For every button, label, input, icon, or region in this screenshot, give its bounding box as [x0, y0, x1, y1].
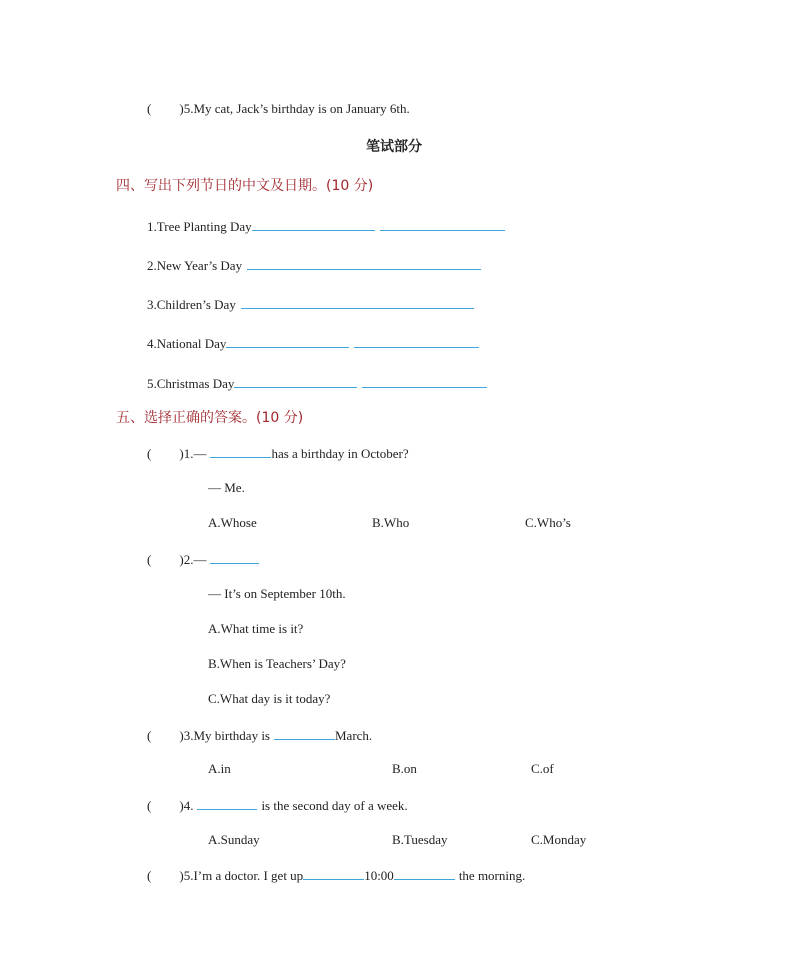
- festival-name: 4.National Day: [147, 336, 227, 351]
- question-text: is the second day of a week.: [261, 798, 408, 813]
- answer-blank[interactable]: [241, 296, 474, 309]
- question-item: [147, 867, 525, 884]
- answer-blank[interactable]: [226, 335, 349, 348]
- question-prefix: 4.: [183, 798, 194, 813]
- festival-name: 5.Christmas Day: [147, 376, 235, 391]
- answer-blank[interactable]: [210, 445, 271, 458]
- dialogue-answer: — Me.: [208, 480, 245, 495]
- question-prefix: 2.—: [183, 552, 207, 567]
- answer-blank[interactable]: [234, 375, 357, 388]
- answer-blank[interactable]: [210, 551, 259, 564]
- question-suffix: the morning.: [458, 868, 526, 883]
- option-b: B.on: [392, 761, 417, 776]
- question-middle: 10:00: [364, 868, 394, 883]
- question-item: [147, 551, 259, 568]
- option-c: C.Monday: [531, 832, 587, 847]
- answer-paren-close: ): [179, 101, 184, 116]
- festival-item: [147, 218, 505, 235]
- option-b: B.When is Teachers’ Day?: [208, 656, 346, 671]
- answer-blank[interactable]: [197, 797, 257, 810]
- answer-blank[interactable]: [394, 867, 455, 880]
- answer-paren-open: (: [147, 101, 152, 116]
- answer-paren-close: ): [179, 446, 184, 461]
- option-c: C.Who’s: [525, 515, 571, 530]
- option-b: B.Who: [372, 515, 410, 530]
- question-text: 5.My cat, Jack’s birthday is on January 6th.: [183, 101, 410, 116]
- answer-paren-open: (: [147, 446, 152, 461]
- answer-blank[interactable]: [354, 335, 479, 348]
- answer-blank[interactable]: [362, 375, 487, 388]
- question-item: [147, 445, 409, 462]
- option-a: A.Whose: [208, 515, 257, 530]
- option-b: B.Tuesday: [392, 832, 448, 847]
- festival-name: 1.Tree Planting Day: [147, 219, 252, 234]
- festival-name: 3.Children’s Day: [147, 297, 236, 312]
- question-prefix: 5.I’m a doctor. I get up: [183, 868, 304, 883]
- answer-paren-open: (: [147, 728, 152, 743]
- section-heading: 四、写出下列节日的中文及日期。(10 分): [116, 178, 374, 194]
- section-heading: 五、选择正确的答案。(10 分): [116, 410, 304, 426]
- option-a: A.Sunday: [208, 832, 260, 847]
- festival-item: [147, 335, 479, 352]
- festival-item: [147, 257, 481, 274]
- answer-paren-close: ): [179, 798, 184, 813]
- question-suffix: March.: [335, 728, 373, 743]
- answer-blank[interactable]: [274, 727, 335, 740]
- answer-paren-open: (: [147, 868, 152, 883]
- option-a: A.What time is it?: [208, 621, 304, 636]
- answer-blank[interactable]: [252, 218, 375, 231]
- festival-item: [147, 296, 474, 313]
- festival-item: [147, 375, 487, 392]
- answer-paren-close: ): [179, 728, 184, 743]
- question-prefix: 1.—: [183, 446, 207, 461]
- option-c: C.of: [531, 761, 554, 776]
- dialogue-answer: — It’s on September 10th.: [208, 586, 346, 601]
- option-c: C.What day is it today?: [208, 691, 331, 706]
- question-prefix: 3.My birthday is: [183, 728, 270, 743]
- question-item: [147, 727, 372, 744]
- option-a: A.in: [208, 761, 231, 776]
- answer-blank[interactable]: [380, 218, 505, 231]
- festival-name: 2.New Year’s Day: [147, 258, 243, 273]
- answer-paren-open: (: [147, 798, 152, 813]
- question-text: has a birthday in October?: [271, 446, 409, 461]
- answer-paren-close: ): [179, 552, 184, 567]
- question-item: [147, 101, 410, 117]
- answer-blank[interactable]: [247, 257, 481, 270]
- answer-blank[interactable]: [303, 867, 364, 880]
- answer-paren-close: ): [179, 868, 184, 883]
- answer-paren-open: (: [147, 552, 152, 567]
- page-title: 笔试部分: [366, 139, 422, 155]
- question-item: [147, 797, 408, 814]
